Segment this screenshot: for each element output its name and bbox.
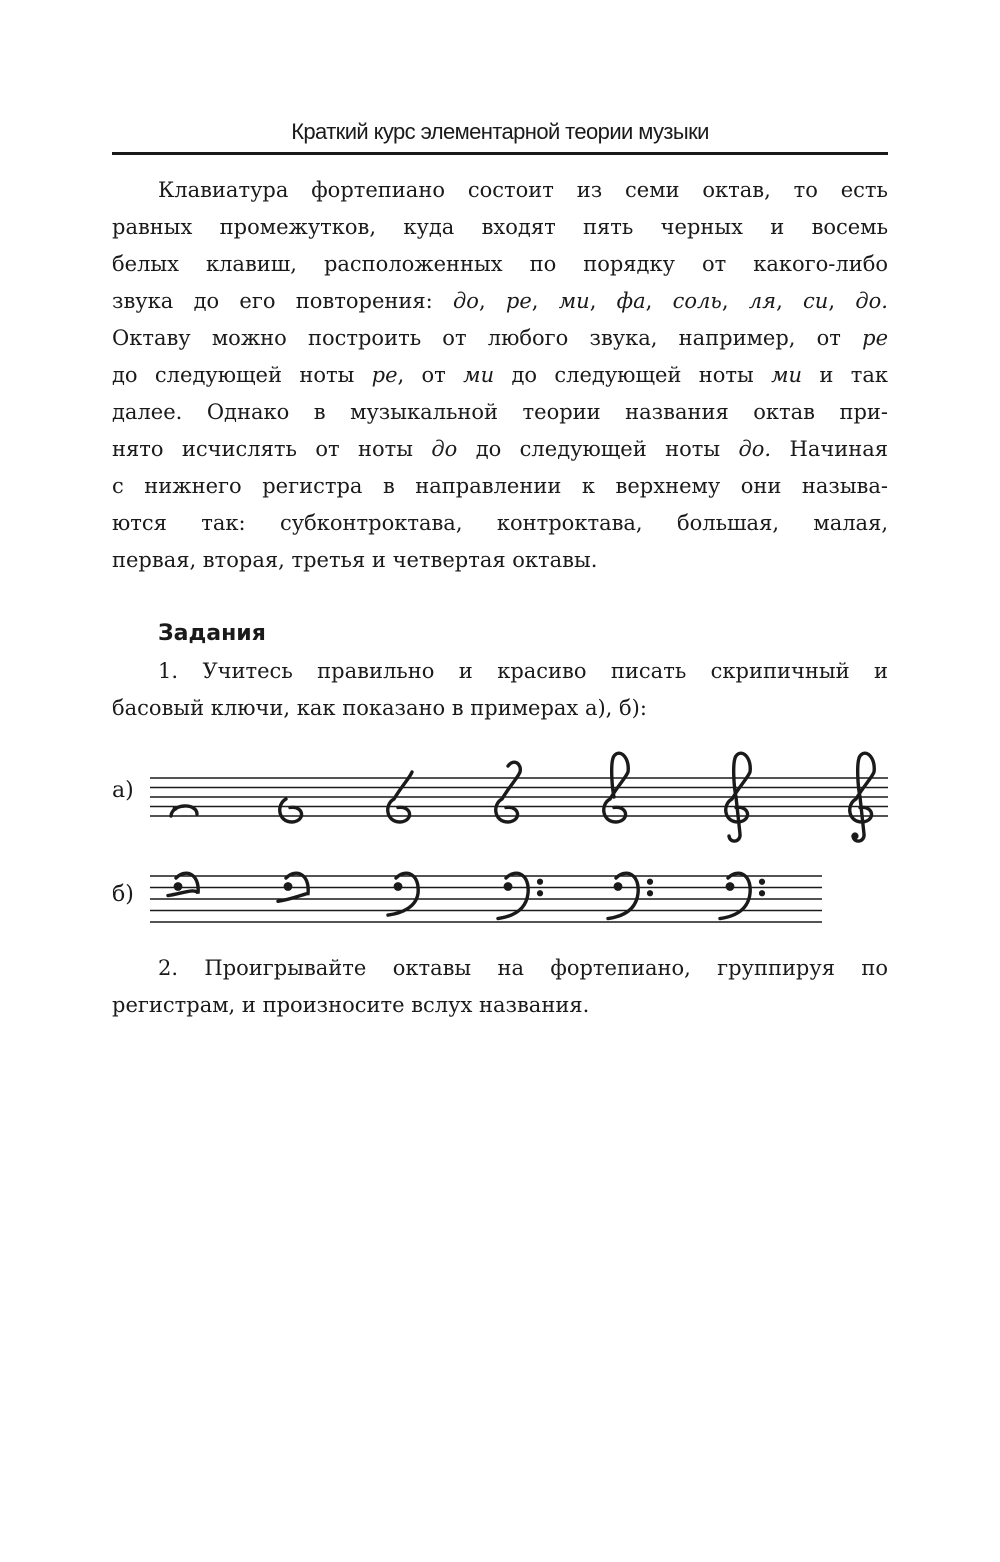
treble-clef-stage-1	[171, 806, 197, 816]
intro-line-11: первая, вторая, третья и четвертая октавы.	[112, 548, 598, 572]
intro-line-8-b: до	[431, 437, 458, 461]
intro-line-2: равных промежутков, куда входят пять черных и восемь	[112, 215, 888, 239]
intro-line-9: с нижнего регистра в направлении к верхнему они называ-	[112, 474, 888, 498]
intro-line-6-d: ми	[463, 363, 495, 387]
intro-line-3: белых клавиш, расположенных по порядку от какого-либо	[112, 252, 888, 276]
note-do: до	[453, 289, 479, 313]
intro-line-6-f: ми	[771, 363, 803, 387]
bass-clef-stage-6	[720, 873, 765, 918]
treble-staff	[150, 753, 888, 841]
example-a-label: а)	[112, 778, 134, 803]
note-re-inline: ре	[862, 326, 888, 350]
intro-line-6-b: ре	[371, 363, 398, 387]
task-2	[112, 950, 888, 1024]
intro-line-8-d: до.	[738, 437, 772, 461]
example-b-label: б)	[112, 882, 134, 907]
task-2-line-1: 2. Проигрывайте октавы на фортепиано, группируя по	[158, 956, 888, 980]
note-la: ля	[748, 289, 777, 313]
intro-line-8-a: нято исчислять от ноты	[112, 437, 432, 461]
task-1-line-2: басовый ключи, как показано в примерах а), б):	[112, 696, 647, 720]
note-sol: соль	[672, 289, 722, 313]
intro-line-6-g: и так	[802, 363, 888, 387]
treble-clef-stage-4	[496, 762, 521, 822]
intro-line-6-e: до следующей ноты	[494, 363, 772, 387]
intro-line-4: звука до его повторения: до, ре, ми, фа, соль, ля, си, до.	[112, 289, 888, 313]
note-si: си	[803, 289, 829, 313]
intro-line-7: далее. Однако в музыкальной теории названия октав при-	[112, 400, 888, 424]
bass-clef-stage-4	[498, 873, 543, 918]
intro-line-5-text: Октаву можно построить от любого звука, например, от	[112, 326, 863, 350]
note-re: ре	[505, 289, 532, 313]
note-fa: фа	[616, 289, 646, 313]
task-2-line-2: регистрам, и произносите вслух названия.	[112, 993, 590, 1017]
header-title: Краткий курс элементарной теории музыки	[291, 119, 709, 144]
bass-clef-stage-5	[608, 873, 653, 918]
intro-line-8-c: до следующей ноты	[457, 437, 739, 461]
task-1-line-1: 1. Учитесь правильно и красиво писать скрипичный и	[158, 659, 888, 683]
intro-line-1: Клавиатура фортепиано состоит из семи октав, то есть	[158, 178, 888, 202]
intro-line-4-text: звука до его повторения:	[112, 289, 453, 313]
note-mi: ми	[558, 289, 590, 313]
intro-line-10: ются так: субконтроктава, контроктава, большая, малая,	[112, 511, 888, 535]
intro-line-6-c: , от	[397, 363, 464, 387]
note-do-end: до.	[855, 289, 888, 313]
bass-staff	[150, 873, 822, 922]
treble-clef-stage-2	[280, 799, 302, 822]
bass-clef-stage-3	[388, 873, 418, 915]
intro-line-8-e: Начиная	[771, 437, 888, 461]
intro-line-6-a: до следующей ноты	[112, 363, 372, 387]
tasks-heading: Задания	[158, 621, 266, 646]
